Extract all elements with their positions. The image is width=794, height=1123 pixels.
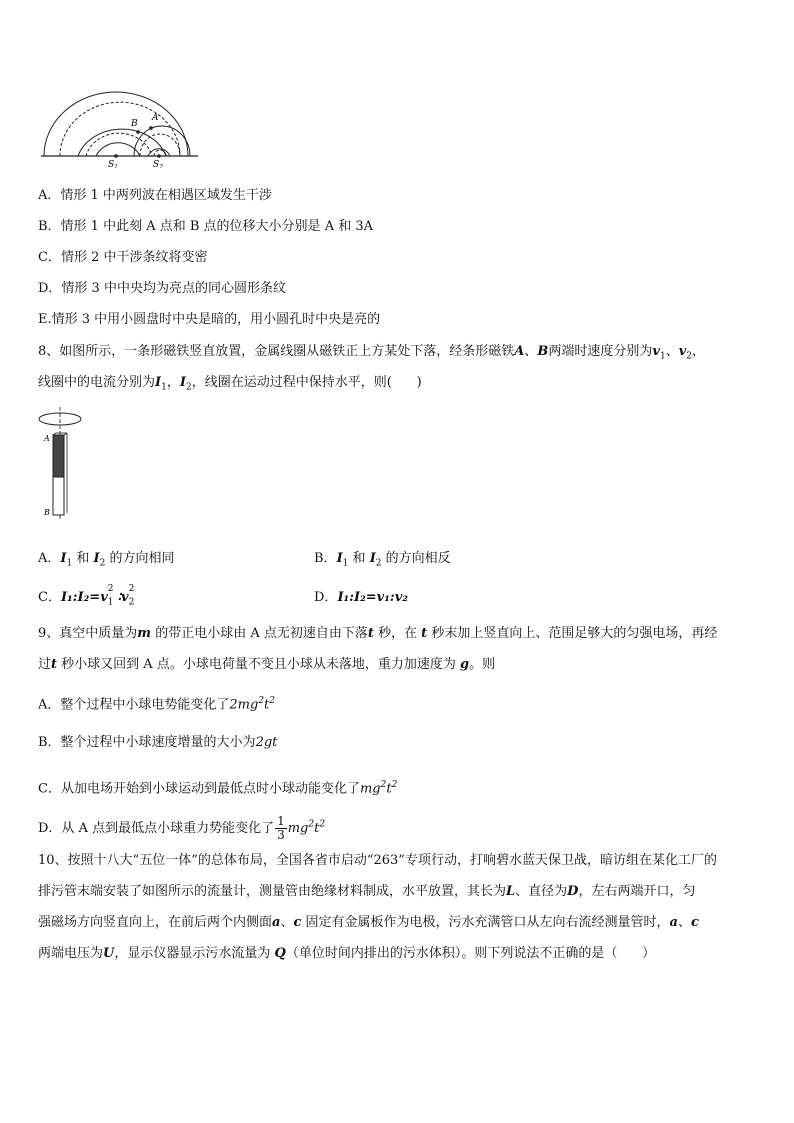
label-a: A [152,113,159,123]
q7-option-a: A．情形 1 中两列波在相遇区域发生干涉 [38,188,272,203]
q8-option-d: D．I₁:I₂=v₁:v₂ [314,590,408,605]
q7-option-c: C．情形 2 中干涉条纹将变密 [38,250,208,265]
q9-option-a: A．整个过程中小球电势能变化了$2mg^2t^2$ [38,696,276,713]
label-s2: $S_2$ [153,160,163,168]
q9-option-c: C．从加电场开始到小球运动到最低点时小球动能变化了$mg^2t^2$ [38,780,398,797]
wave-arc-solid-1 [44,92,188,156]
magnet-coil-figure [36,405,96,525]
q10-stem-line2: 排污管末端安装了如图所示的流量计，测量管由绝缘材料制成，水平放置，其长为L、直径为D，左右两端开口，匀 [38,884,696,899]
q8-option-a: A．$I_1$ 和 $I_2$ 的方向相同 [38,551,175,569]
magnet-label-b: B [44,508,50,517]
point-b [136,130,140,134]
q9-stem-line2: 过t 秒小球又回到 A 点。小球电荷量不变且小球从未落地，重力加速度为 g。则 [38,657,496,672]
q8-option-c: C．$I_1:I_2=v_1$ 2 $∶v_2$ 2 [38,584,135,608]
q8-stem-line2: 线圈中的电流分别为$I_1$，$I_2$，线圈在运动过程中保持水平，则( ) [38,375,422,393]
q7-option-e: E.情形 3 中用小圆盘时中央是暗的，用小圆孔时中央是亮的 [38,312,381,327]
q8-stem-line1: 8、如图所示，一条形磁铁竖直放置，金属线圈从磁铁正上方某处下落，经条形磁铁A、B两端时速度分别为$v_1$、$v_2$， [38,344,706,362]
magnet-south-half [53,477,64,515]
wave-arc-solid-3 [96,143,140,156]
q9-option-d: D．从 A 点到最低点小球重力势能变化了 $\frac{1}{3}$ $mg^2t^2$ [38,814,326,842]
magnet-label-a: A [44,434,50,443]
point-a [149,126,153,130]
label-b: B [131,119,138,129]
source-s1 [114,154,118,158]
q10-stem-line4: 两端电压为U，显示仪器显示污水流量为 Q（单位时间内排出的污水体积）。则下列说法不正确的是（ ） [38,946,656,961]
magnet-north-half [53,435,64,477]
source-s2 [157,154,161,158]
q7-option-d: D．情形 3 中中央均为亮点的同心圆形条纹 [38,281,286,296]
fraction-one-third: $\frac{1}{3}$ [277,814,285,842]
q10-stem-line3: 强磁场方向竖直向上，在前后两个内侧面a、c 固定有金属板作为电极，污水充满管口从左向右流经测量管时，a、c [38,915,699,930]
label-s1: $S_1$ [108,160,118,168]
wave-arc-dashed-2 [86,133,152,156]
q10-stem-line1: 10、按照十八大“五位一体”的总体布局，全国各省市启动“263”专项行动，打响碧水蓝天保卫战，暗访组在某化工厂的 [38,853,717,868]
q7-option-b: B．情形 1 中此刻 A 点和 B 点的位移大小分别是 A 和 3A [38,219,374,234]
wave-interference-figure [38,88,208,168]
q9-option-b: B．整个过程中小球速度增量的大小为2gt [38,735,278,750]
q8-option-b: B．$I_1$ 和 $I_2$ 的方向相反 [314,551,451,569]
q9-stem-line1: 9、真空中质量为m 的带正电小球由 A 点无初速自由下落t 秒，在 t 秒末加上竖直向上、范围足够大的匀强电场，再经 [38,626,718,641]
